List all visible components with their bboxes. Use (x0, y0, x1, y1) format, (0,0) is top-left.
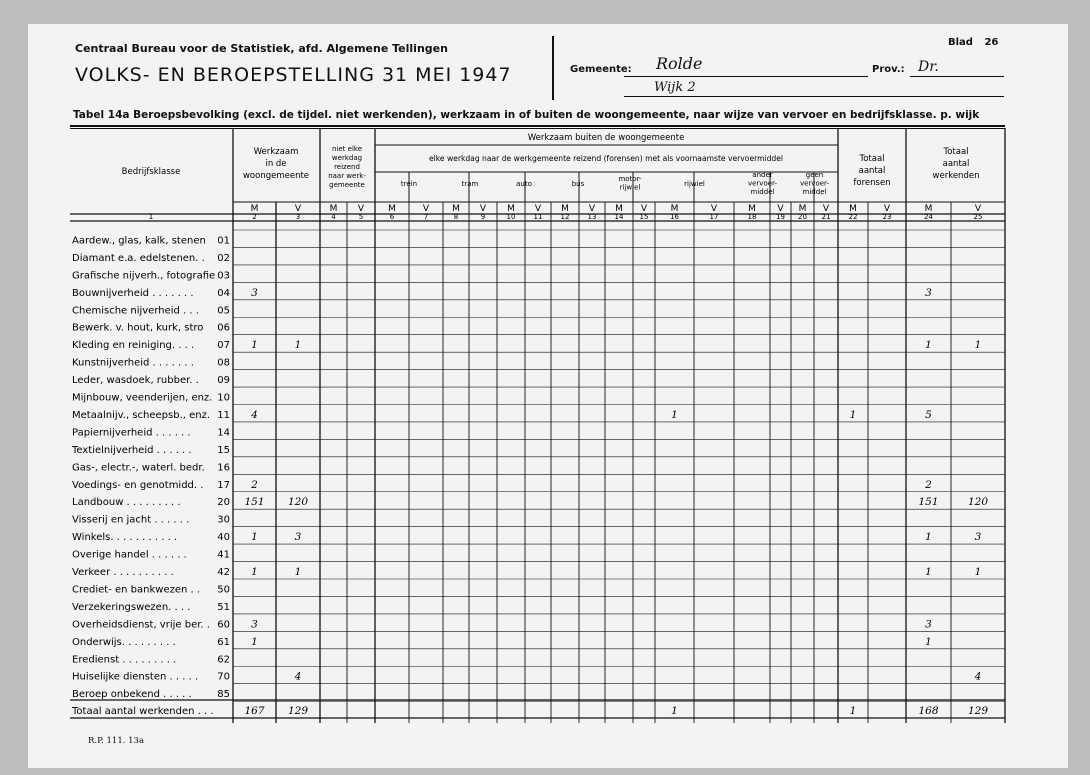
handwritten-value: 1 (251, 635, 258, 648)
handwritten-value: 1 (294, 566, 302, 578)
row-label: Leder, wasdoek, rubber. . (72, 375, 199, 387)
handwritten-value: 3 (251, 286, 258, 299)
vervoer-header-7: vervoer- (799, 179, 830, 188)
total-value: 129 (967, 705, 989, 717)
row-label: Visserij en jacht . . . . . . (72, 514, 190, 526)
handwritten-value: 1 (849, 408, 857, 421)
vervoer-header-5: rijwiel (684, 180, 705, 188)
totaal-forensen-header: Totaal (859, 154, 885, 164)
vervoer-header-6: middel (750, 188, 775, 196)
gemeente-value: Rolde (656, 54, 703, 73)
totaal-forensen-header: aantal (858, 166, 886, 176)
m-header: M (924, 204, 933, 214)
row-label: Voedings- en genotmidd. . (72, 479, 204, 491)
total-value: 167 (244, 705, 265, 717)
row-label: Huiselijke diensten . . . . . (72, 671, 199, 683)
handwritten-value: 1 (925, 635, 932, 648)
column-number: 19 (776, 213, 785, 221)
row-label: Chemische nijverheid . . . (72, 305, 199, 317)
gemeente-label: Gemeente: (570, 64, 632, 75)
column-number: 18 (747, 213, 757, 221)
row-code: 15 (217, 444, 230, 456)
row-label: Bewerk. v. hout, kurk, stro (72, 322, 204, 334)
row-label: Papiernijverheid . . . . . . (72, 427, 191, 439)
row-label: Gas-, electr.-, waterl. bedr. (72, 462, 205, 474)
vervoer-header-0: trein (400, 180, 418, 188)
row-label: Kleding en reiniging. . . . (72, 340, 195, 352)
row-label: Winkels. . . . . . . . . . . (72, 532, 178, 544)
total-value: 1 (849, 705, 857, 717)
handwritten-value: 3 (974, 531, 982, 544)
row-code: 30 (217, 514, 230, 526)
column-number: 5 (358, 213, 364, 221)
totaal-forensen-header: forensen (853, 178, 891, 188)
handwritten-value: 5 (925, 408, 932, 421)
m-header: M (452, 204, 460, 214)
totaal-werkenden-header: Totaal (943, 147, 969, 157)
census-form-sheet (28, 24, 1068, 768)
row-code: 62 (217, 654, 230, 666)
vervoer-header-4: rijwiel (619, 183, 641, 192)
totaal-werkenden-header: werkenden (932, 171, 980, 181)
row-label: Crediet- en bankwezen . . (72, 584, 201, 596)
total-value: 129 (287, 705, 309, 717)
niet-elke-header-line: niet elke (331, 145, 363, 153)
handwritten-value: 151 (918, 496, 939, 509)
column-number: 8 (453, 213, 459, 221)
v-header: V (422, 204, 430, 214)
row-label: Kunstnijverheid . . . . . . . (72, 357, 194, 369)
handwritten-value: 1 (251, 339, 258, 352)
row-label: Overige handel . . . . . . (72, 549, 187, 561)
row-code: 41 (217, 549, 230, 561)
werkzaam-buiten-header: Werkzaam buiten de woongemeente (527, 133, 685, 143)
column-number: 11 (533, 213, 543, 221)
row-code: 04 (217, 287, 230, 299)
handwritten-value: 3 (251, 618, 258, 631)
vervoer-header-4: motor- (618, 175, 642, 183)
v-header: V (777, 204, 784, 214)
handwritten-value: 151 (244, 496, 265, 509)
m-header: M (250, 204, 259, 214)
column-number: 9 (480, 213, 486, 221)
m-header: M (329, 204, 338, 214)
row-code: 85 (217, 689, 230, 701)
row-code: 16 (217, 462, 230, 474)
row-label: Verzekeringswezen. . . . (72, 601, 191, 613)
prov-value: Dr. (918, 59, 939, 75)
row-code: 61 (217, 636, 230, 648)
column-number: 6 (389, 213, 395, 221)
row-code: 01 (217, 235, 230, 247)
handwritten-value: 3 (925, 618, 932, 631)
m-header: M (849, 204, 857, 214)
handwritten-value: 1 (294, 339, 302, 352)
row-label: Beroep onbekend . . . . . (72, 689, 192, 701)
vervoer-header-3: bus (571, 180, 585, 188)
handwritten-value: 1 (925, 566, 932, 578)
m-header: M (615, 204, 623, 214)
niet-elke-header-line: reizend (334, 163, 360, 171)
v-header: V (883, 204, 891, 214)
column-number: 12 (560, 213, 570, 221)
row-code: 07 (217, 340, 230, 352)
column-number: 22 (848, 213, 858, 221)
column-number: 15 (639, 213, 649, 221)
handwritten-value: 4 (974, 670, 982, 683)
v-header: V (588, 204, 596, 214)
blad-number: 26 (984, 37, 999, 48)
handwritten-value: 120 (967, 496, 989, 509)
v-header: V (534, 204, 542, 214)
row-label: Overheidsdienst, vrije ber. . (72, 619, 210, 631)
table-title: Tabel 14a Beroepsbevolking (excl. de tijdel. niet werkenden), werkzaam in of buiten de woongemeente, naar wijze van vervoer en bedrijfsklasse. p. wijk (73, 109, 980, 121)
row-code: 42 (217, 567, 230, 578)
elke-werkdag-header: elke werkdag naar de werkgemeente reizend (forensen) met als voornaamste vervoermiddel (428, 154, 784, 163)
handwritten-value: 1 (925, 339, 932, 352)
v-header: V (640, 204, 648, 214)
column-number: 3 (295, 213, 301, 221)
row-code: 40 (217, 532, 230, 544)
column-number: 20 (798, 213, 807, 221)
total-row-label: Totaal aantal werkenden . . . (72, 706, 214, 717)
row-code: 17 (217, 479, 230, 491)
column-number: 7 (423, 213, 429, 221)
form-title: VOLKS- EN BEROEPSTELLING 31 MEI 1947 (75, 64, 512, 86)
row-code: 60 (217, 619, 230, 631)
handwritten-value: 1 (974, 566, 982, 578)
bedrijfsklasse-header: Bedrijfsklasse (121, 167, 181, 177)
row-label: Bouwnijverheid . . . . . . . (72, 287, 194, 299)
handwritten-value: 4 (251, 408, 258, 421)
vervoer-header-7: geen (805, 171, 824, 179)
row-code: 70 (217, 671, 230, 683)
handwritten-value: 2 (251, 478, 258, 491)
row-code: 03 (217, 270, 230, 282)
handwritten-value: 1 (671, 408, 678, 421)
handwritten-value: 1 (974, 339, 982, 352)
column-number: 13 (587, 213, 597, 221)
blad-label: Blad (948, 37, 973, 48)
m-header: M (561, 204, 569, 214)
total-value: 1 (671, 705, 678, 717)
census-table (28, 24, 1068, 768)
row-label: Eredienst . . . . . . . . . (72, 654, 177, 666)
row-code: 05 (217, 305, 230, 317)
row-code: 08 (217, 357, 230, 369)
werkzaam-in-header-1: Werkzaam (253, 147, 299, 157)
column-number: 1 (148, 213, 154, 221)
row-code: 10 (217, 392, 230, 404)
wijk-value: Wijk 2 (654, 80, 696, 95)
row-code: 11 (217, 409, 230, 421)
row-code: 06 (217, 322, 230, 334)
vervoer-header-6: vervoer- (747, 179, 778, 188)
row-code: 51 (217, 601, 230, 613)
row-code: 02 (217, 252, 230, 264)
niet-elke-header-line: gemeente (329, 181, 365, 189)
column-number: 21 (821, 213, 831, 221)
row-label: Grafische nijverh., fotografie (72, 270, 216, 282)
column-number: 23 (882, 213, 892, 221)
handwritten-value: 2 (925, 478, 932, 491)
niet-elke-header-line: werkdag (331, 154, 363, 162)
row-label: Landbouw . . . . . . . . . (72, 497, 181, 509)
form-code: R.P. 111. 13a (88, 736, 145, 746)
row-label: Mijnbouw, veenderijen, enz. (72, 392, 213, 404)
column-number: 14 (614, 213, 624, 221)
handwritten-value: 4 (294, 670, 302, 683)
v-header: V (479, 204, 487, 214)
row-code: 20 (217, 497, 230, 509)
handwritten-value: 120 (287, 496, 309, 509)
werkzaam-in-header-3: woongemeente (242, 171, 310, 181)
column-number: 4 (331, 213, 336, 221)
row-code: 09 (217, 375, 230, 387)
m-header: M (670, 204, 679, 214)
v-header: V (357, 204, 365, 214)
prov-label: Prov.: (872, 64, 905, 75)
handwritten-value: 3 (925, 286, 932, 299)
vervoer-header-7: middel (802, 188, 827, 196)
column-number: 25 (973, 213, 983, 221)
row-label: Onderwijs. . . . . . . . . (72, 636, 176, 648)
handwritten-value: 1 (251, 531, 258, 544)
total-value: 168 (918, 705, 939, 717)
handwritten-value: 1 (925, 531, 932, 544)
row-label: Verkeer . . . . . . . . . . (72, 567, 174, 578)
v-header: V (294, 204, 302, 214)
niet-elke-header-line: naar werk- (328, 172, 366, 180)
column-number: 16 (670, 213, 679, 221)
v-header: V (974, 204, 982, 214)
row-label: Metaalnijv., scheepsb., enz. (72, 409, 211, 421)
v-header: V (822, 204, 830, 214)
handwritten-value: 3 (294, 531, 302, 544)
row-label: Aardew., glas, kalk, stenen (72, 235, 206, 247)
row-code: 14 (217, 427, 230, 439)
m-header: M (798, 204, 807, 214)
column-number: 2 (252, 213, 257, 221)
column-number: 17 (709, 213, 719, 221)
handwritten-value: 1 (251, 566, 258, 578)
vervoer-header-1: tram (461, 180, 479, 188)
organization-name: Centraal Bureau voor de Statistiek, afd. Algemene Tellingen (75, 42, 448, 55)
row-code: 50 (217, 584, 230, 596)
vervoer-header-6: ander (752, 171, 773, 179)
row-label: Diamant e.a. edelstenen. . (72, 252, 205, 264)
vervoer-header-2: auto (516, 180, 532, 188)
m-header: M (748, 204, 756, 214)
m-header: M (507, 204, 515, 214)
werkzaam-in-header-2: in de (265, 159, 287, 169)
column-number: 24 (924, 213, 933, 221)
v-header: V (710, 204, 718, 214)
column-number: 10 (506, 213, 516, 221)
totaal-werkenden-header: aantal (942, 159, 970, 169)
row-label: Textielnijverheid . . . . . . (72, 444, 192, 456)
m-header: M (388, 204, 396, 214)
